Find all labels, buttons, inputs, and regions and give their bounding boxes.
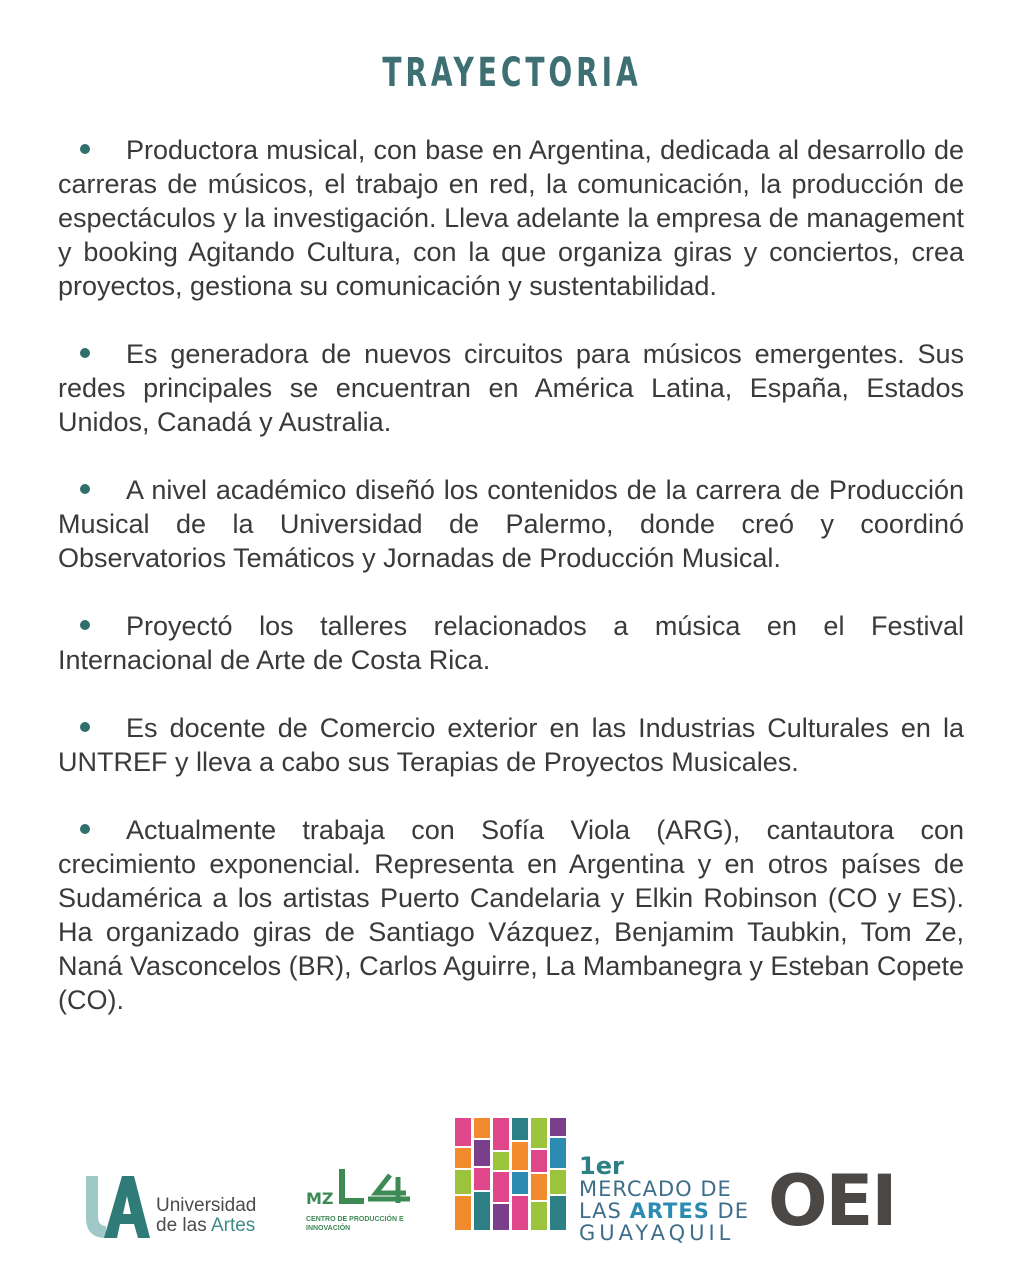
bullet-icon: [80, 484, 90, 494]
color-grid-icon: [455, 1118, 571, 1230]
bullet-text: Actualmente trabaja con Sofía Viola (ARG), cantautora con crecimiento exponencial. Representa en Argentina y en otros países de Sudamérica a los artistas Puerto Candelaria y Elkin Robinson (CO y ES). Ha organizado giras de Santiago Vázquez, Benjamim Taubkin, Tom Ze, Naná Vasconcelos (BR), Carlos Aguirre, La Mambanegra y Esteban Copete (CO).: [58, 815, 964, 1015]
ua-mark-icon: [84, 1176, 150, 1238]
bullet-text: A nivel académico diseñó los contenidos de la carrera de Producción Musical de la Universidad de Palermo, donde creó y coordinó Observatorios Temáticos y Jornadas de Producción Musical.: [58, 475, 964, 573]
oei-logo: OEI: [768, 1160, 896, 1242]
bullet-icon: [80, 348, 90, 358]
bullet-text: Es generadora de nuevos circuitos para músicos emergentes. Sus redes principales se encuentran en América Latina, España, Estados Unidos, Canadá y Australia.: [58, 339, 964, 437]
list-item: [58, 473, 964, 575]
list-item: [58, 711, 964, 779]
sponsor-logos: [0, 1110, 1024, 1250]
list-item: [58, 609, 964, 677]
page-title: TRAYECTORIA: [382, 50, 642, 96]
mercado-artes-guayaquil-logo: [455, 1118, 755, 1245]
mz14-logo: MZ CENTRO DE PRODUCCIÓN E INNOVACIÓN: [306, 1165, 421, 1240]
bullet-text: Es docente de Comercio exterior en las Industrias Culturales en la UNTREF y lleva a cabo sus Terapias de Proyectos Musicales.: [58, 713, 964, 777]
trayectoria-list: [58, 133, 964, 1051]
bullet-icon: [80, 824, 90, 834]
bullet-icon: [80, 620, 90, 630]
bullet-text: Proyectó los talleres relacionados a música en el Festival Internacional de Arte de Costa Rica.: [58, 611, 964, 675]
bullet-icon: [80, 144, 90, 154]
ua-logo-text: Universidad de las Artes: [156, 1195, 257, 1236]
list-item: [58, 133, 964, 303]
list-item: [58, 813, 964, 1017]
mercado-logo-text: 1er MERCADO DE LAS ARTES DE GUAYAQUIL: [579, 1152, 749, 1245]
bullet-icon: [80, 722, 90, 732]
bullet-text: Productora musical, con base en Argentina, dedicada al desarrollo de carreras de músicos, el trabajo en red, la comunicación, la producción de espectáculos y la investigación. Lleva adelante la empresa de management y booking Agitando Cultura, con la que organiza giras y conciertos, crea proyectos, gestiona su comunicación y sustentabilidad.: [58, 135, 964, 301]
universidad-de-las-artes-logo: [84, 1176, 264, 1238]
list-item: [58, 337, 964, 439]
